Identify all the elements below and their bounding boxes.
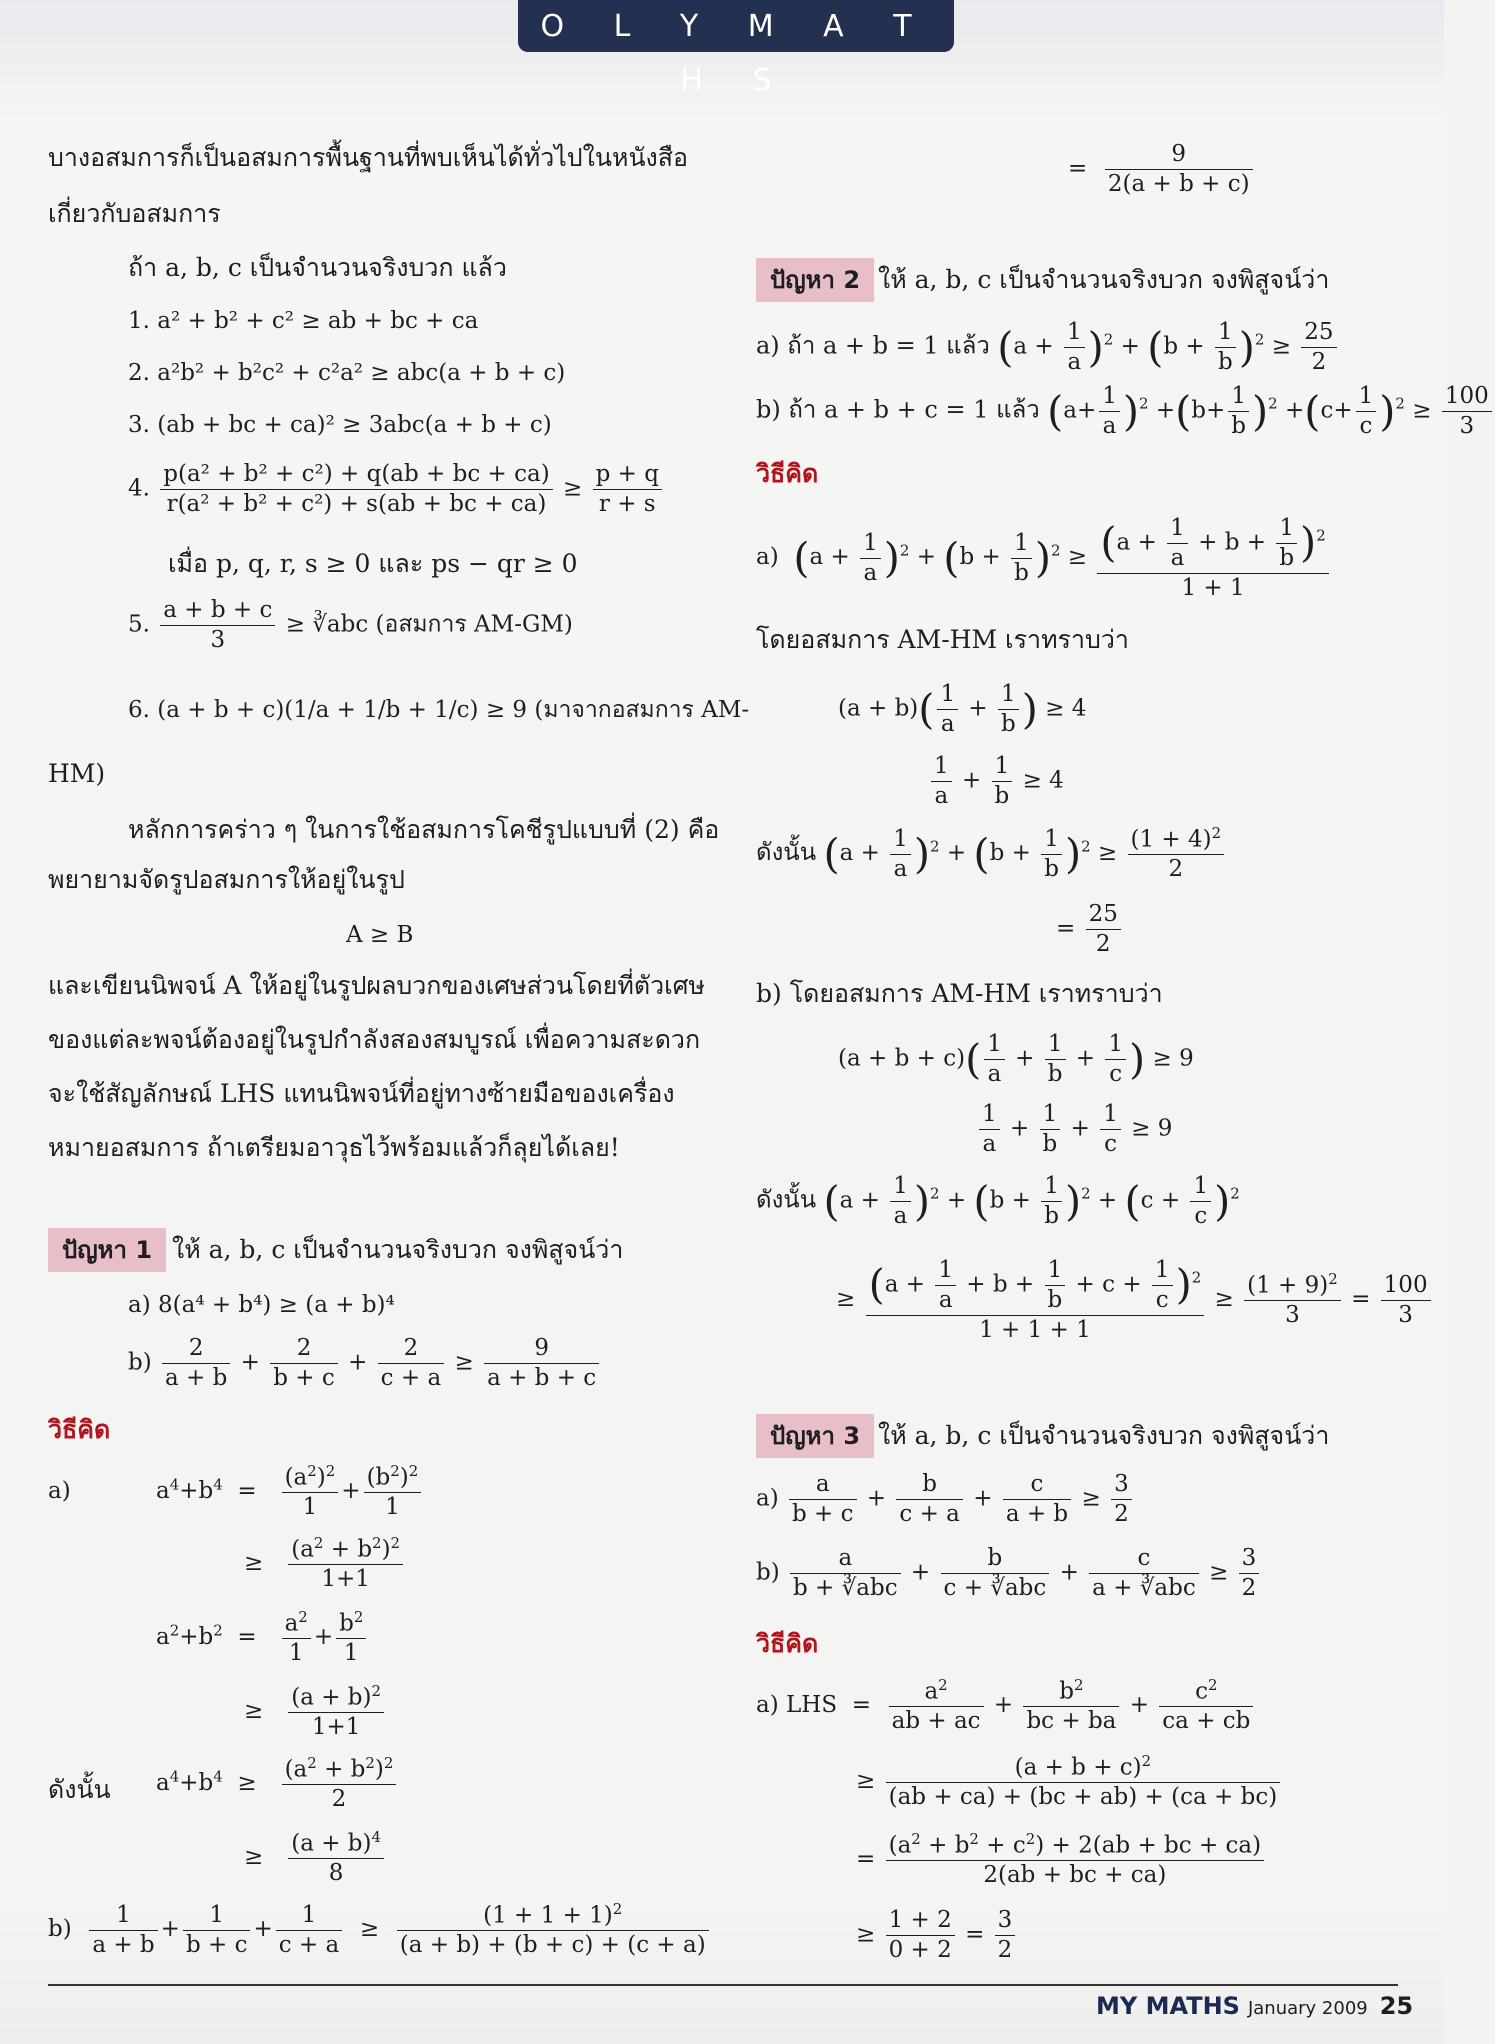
inequality-3: 3. (ab + bc + ca)² ≥ 3abc(a + b + c) <box>128 412 552 438</box>
inequality-5 <box>128 596 573 655</box>
footer <box>1096 1992 1413 2020</box>
explain-line-4: หมายอสมการ ถ้าเตรียมอาวุธไว้พร้อมแล้วก็ลุยได้เลย! <box>48 1133 620 1162</box>
problem-3-statement: ให้ a, b, c เป็นจำนวนจริงบวก จงพิสูจน์ว่า <box>878 1421 1330 1450</box>
explain-line-3: จะใช้สัญลักษณ์ LHS แทนนิพจน์ที่อยู่ทางซ้ายมือของเครื่อง <box>48 1079 675 1108</box>
solution-3a-step4: ≥ $\frac{1 + 2}{0 + 2}$ = $\frac{3}{2}$ <box>856 1906 1018 1965</box>
problem-2b: b) ถ้า a + b + c = 1 แล้ว (a+ $\frac{1}{a}$ )$^2$ +(b+ $\frac{1}{b}$ )$^2$ +(c+ $\frac{1}{c}$ )$^2$ ≥ $\frac{100}{3}$ <box>756 382 1495 441</box>
problem-1-tag: ปัญหา 1 <box>48 1228 166 1272</box>
solution-2b-step1: ดังนั้น (a + $\frac{1}{a}$ )$^2$ + (b + $\frac{1}{b}$ )$^2$ + (c + $\frac{1}{c}$ )$^2$ <box>756 1173 1240 1229</box>
solution-label-2: วิธีคิด <box>756 459 819 488</box>
inequality-6: 6. (a + b + c)(1/a + 1/b + 1/c) ≥ 9 (มาจากอสมการ AM- <box>128 697 750 723</box>
solution-1a-step1: $a^4+b^4$ = $\frac{(a^2)^2}{1}$ + $\frac{(b^2)^2}{1}$ <box>156 1462 424 1522</box>
inequality-2: 2. a²b² + b²c² + c²a² ≥ abc(a + b + c) <box>128 360 566 386</box>
explain-line-2: ของแต่ละพจน์ต้องอยู่ในรูปกำลังสองสมบูรณ์ เพื่อความสะดวก <box>48 1025 701 1054</box>
solution-3a-step2: ≥ $\frac{(a + b + c)^2}{(ab + ca) + (bc + ab) + (ca + bc)}$ <box>856 1752 1283 1812</box>
solution-1a-step5: $a^4+b^4$ ≥ $\frac{(a^2 + b^2)^2}{2}$ <box>156 1754 399 1814</box>
inequality-5-denominator: 3 <box>210 626 226 653</box>
inequality-6-cont: HM) <box>48 759 106 788</box>
problem-1a: a) 8(a⁴ + b⁴) ≥ (a + b)⁴ <box>128 1292 395 1318</box>
principle-paragraph: หลักการคร่าว ๆ ในการใช้อสมการโคชีรูปแบบที่ (2) คือ <box>128 815 720 844</box>
problem-2-tag: ปัญหา 2 <box>756 258 874 302</box>
solution-1a-label: a) <box>48 1478 71 1504</box>
problem-3b: b) $\frac{a}{\text{b + ∛abc}}$ + $\frac{b}{\text{c + ∛abc}}$ + $\frac{c}{\text{a + ∛abc}}$ ≥ $\frac{3}{2}$ <box>756 1544 1262 1603</box>
solution-2a-result: = $\frac{25}{2}$ <box>1056 900 1124 959</box>
problem-3a: a) $\frac{a}{b + c}$ + $\frac{b}{c + a}$ + $\frac{c}{a + b}$ ≥ $\frac{3}{2}$ <box>756 1470 1135 1529</box>
problem-3-tag: ปัญหา 3 <box>756 1414 874 1458</box>
form-a-geq-b: A ≥ B <box>346 922 414 948</box>
amhm-ineq-4: $\frac{1}{a}$ + $\frac{1}{b}$ + $\frac{1}{c}$ ≥ 9 <box>976 1100 1172 1159</box>
solution-1a-step2: ≥ $\frac{(a^2 + b^2)^2}{1+1}$ <box>244 1534 406 1594</box>
explain-line-1: และเขียนนิพจน์ A ให้อยู่ในรูปผลบวกของเศษส่วนโดยที่ตัวเศษ <box>48 971 705 1000</box>
problem-1-statement: ให้ a, b, c เป็นจำนวนจริงบวก จงพิสูจน์ว่า <box>172 1235 624 1264</box>
inequality-5-numerator: a + b + c <box>160 596 275 626</box>
principle-paragraph-cont: พยายามจัดรูปอสมการให้อยู่ในรูป <box>48 865 405 894</box>
intro-paragraph: บางอสมการก็เป็นอสมการพื้นฐานที่พบเห็นได้ทั่วไปในหนังสือ <box>48 143 689 172</box>
amhm-note-2: b) โดยอสมการ AM-HM เราทราบว่า <box>756 979 1163 1008</box>
solution-label-3: วิธีคิด <box>756 1629 819 1658</box>
solution-label-1: วิธีคิด <box>48 1415 111 1444</box>
inequality-4-numerator: p(a² + b² + c²) + q(ab + bc + ca) <box>160 460 552 490</box>
inequality-4-number: 4. <box>128 475 150 502</box>
solution-2a-step2: ดังนั้น (a + $\frac{1}{a}$ )$^2$ + (b + $\frac{1}{b}$ )$^2$ ≥ $\frac{(1 + 4)^2}{2}$ <box>756 824 1227 884</box>
amhm-ineq-3: (a + b + c)( $\frac{1}{a}$ + $\frac{1}{b}$ + $\frac{1}{c}$ ) ≥ 9 <box>838 1031 1194 1087</box>
inequality-5-rhs: ≥ ∛abc (อสมการ AM-GM) <box>285 611 573 638</box>
solution-1a-step6: ≥ $\frac{(a + b)^4}{8}$ <box>244 1828 387 1888</box>
inequality-4-rhs-denominator: r + s <box>598 490 656 517</box>
top-result: = $\frac{9}{2(a + b + c)}$ <box>1068 140 1256 199</box>
intro-paragraph-cont: เกี่ยวกับอสมการ <box>48 199 221 228</box>
page-number: 25 <box>1379 1992 1414 2020</box>
problem-1b: b) $\frac{2}{a + b}$ + $\frac{2}{b + c}$ + $\frac{2}{c + a}$ ≥ $\frac{9}{a + b + c}$ <box>128 1334 602 1393</box>
inequality-4: 4. $\frac{\text{p(a² + b² + c²) + q(ab + bc + ca)}}{\text{r(a² + b² + c²) + s(ab + bc + ca)}}$ ≥ $\frac{p + q}{r + s}$ <box>128 460 665 519</box>
footer-rule <box>48 1984 1398 1986</box>
inequality-4-rhs-numerator: p + q <box>593 460 662 490</box>
issue-date: January 2009 <box>1247 1998 1368 2019</box>
amhm-ineq-2: $\frac{1}{a}$ + $\frac{1}{b}$ ≥ 4 <box>928 752 1064 811</box>
condition-text: ถ้า a, b, c เป็นจำนวนจริงบวก แล้ว <box>128 253 507 282</box>
inequality-5-number: 5. <box>128 611 150 638</box>
section-banner: O L Y M A T H S <box>518 0 954 52</box>
solution-2a-step1: a) (a + $\frac{1}{a}$ )$^2$ + (b + $\frac{1}{b}$ )$^2$ ≥ (a + $\frac{1}{a}$ + b + $\frac{1}{b}$ )$^2$ 1 + 1 <box>756 514 1332 602</box>
solution-1b: b) $\frac{1}{a + b}$ + $\frac{1}{b + c}$ + $\frac{1}{c + a}$ ≥ $\frac{(1 + 1 + 1)^2}{(a + b) + (b + c) + (c + a)}$ <box>48 1900 712 1960</box>
inequality-4-condition: เมื่อ p, q, r, s ≥ 0 และ ps − qr ≥ 0 <box>168 549 578 578</box>
inequality-4-denominator: r(a² + b² + c²) + s(ab + bc + ca) <box>166 490 547 517</box>
solution-3a-step1: a) LHS = $\frac{a^2}{ab + ac}$ + $\frac{b^2}{bc + ba}$ + $\frac{c^2}{ca + cb}$ <box>756 1676 1256 1736</box>
amhm-note-1: โดยอสมการ AM-HM เราทราบว่า <box>756 625 1129 654</box>
amhm-ineq-1: (a + b)( $\frac{1}{a}$ + $\frac{1}{b}$ ) ≥ 4 <box>838 681 1087 737</box>
problem-2-statement: ให้ a, b, c เป็นจำนวนจริงบวก จงพิสูจน์ว่า <box>878 265 1330 294</box>
inequality-1: 1. a² + b² + c² ≥ ab + bc + ca <box>128 308 479 334</box>
problem-2a: a) ถ้า a + b = 1 แล้ว (a + $\frac{1}{a}$ )$^2$ + (b + $\frac{1}{b}$ )$^2$ ≥ $\frac{25}{2}$ <box>756 318 1340 377</box>
solution-2b-step2: ≥ (a + $\frac{1}{a}$ + b + $\frac{1}{b}$ + c + $\frac{1}{c}$ )$^2$ 1 + 1 + 1 ≥ $\frac{(1 + 9)^2}{3}$ = $\frac{100}{3}$ <box>836 1256 1434 1344</box>
therefore-label-1: ดังนั้น <box>48 1775 111 1804</box>
solution-3a-step3: = $\frac{(a^2 + b^2 + c^2) + 2(ab + bc + ca)}{2(ab + bc + ca)}$ <box>856 1830 1267 1890</box>
magazine-brand: MY MATHS <box>1096 1992 1240 2020</box>
solution-1a-step4: ≥ $\frac{(a + b)^2}{1+1}$ <box>244 1682 387 1742</box>
solution-1a-step3: $a^2+b^2$ = $\frac{a^2}{1}$ + $\frac{b^2}{1}$ <box>156 1608 369 1668</box>
